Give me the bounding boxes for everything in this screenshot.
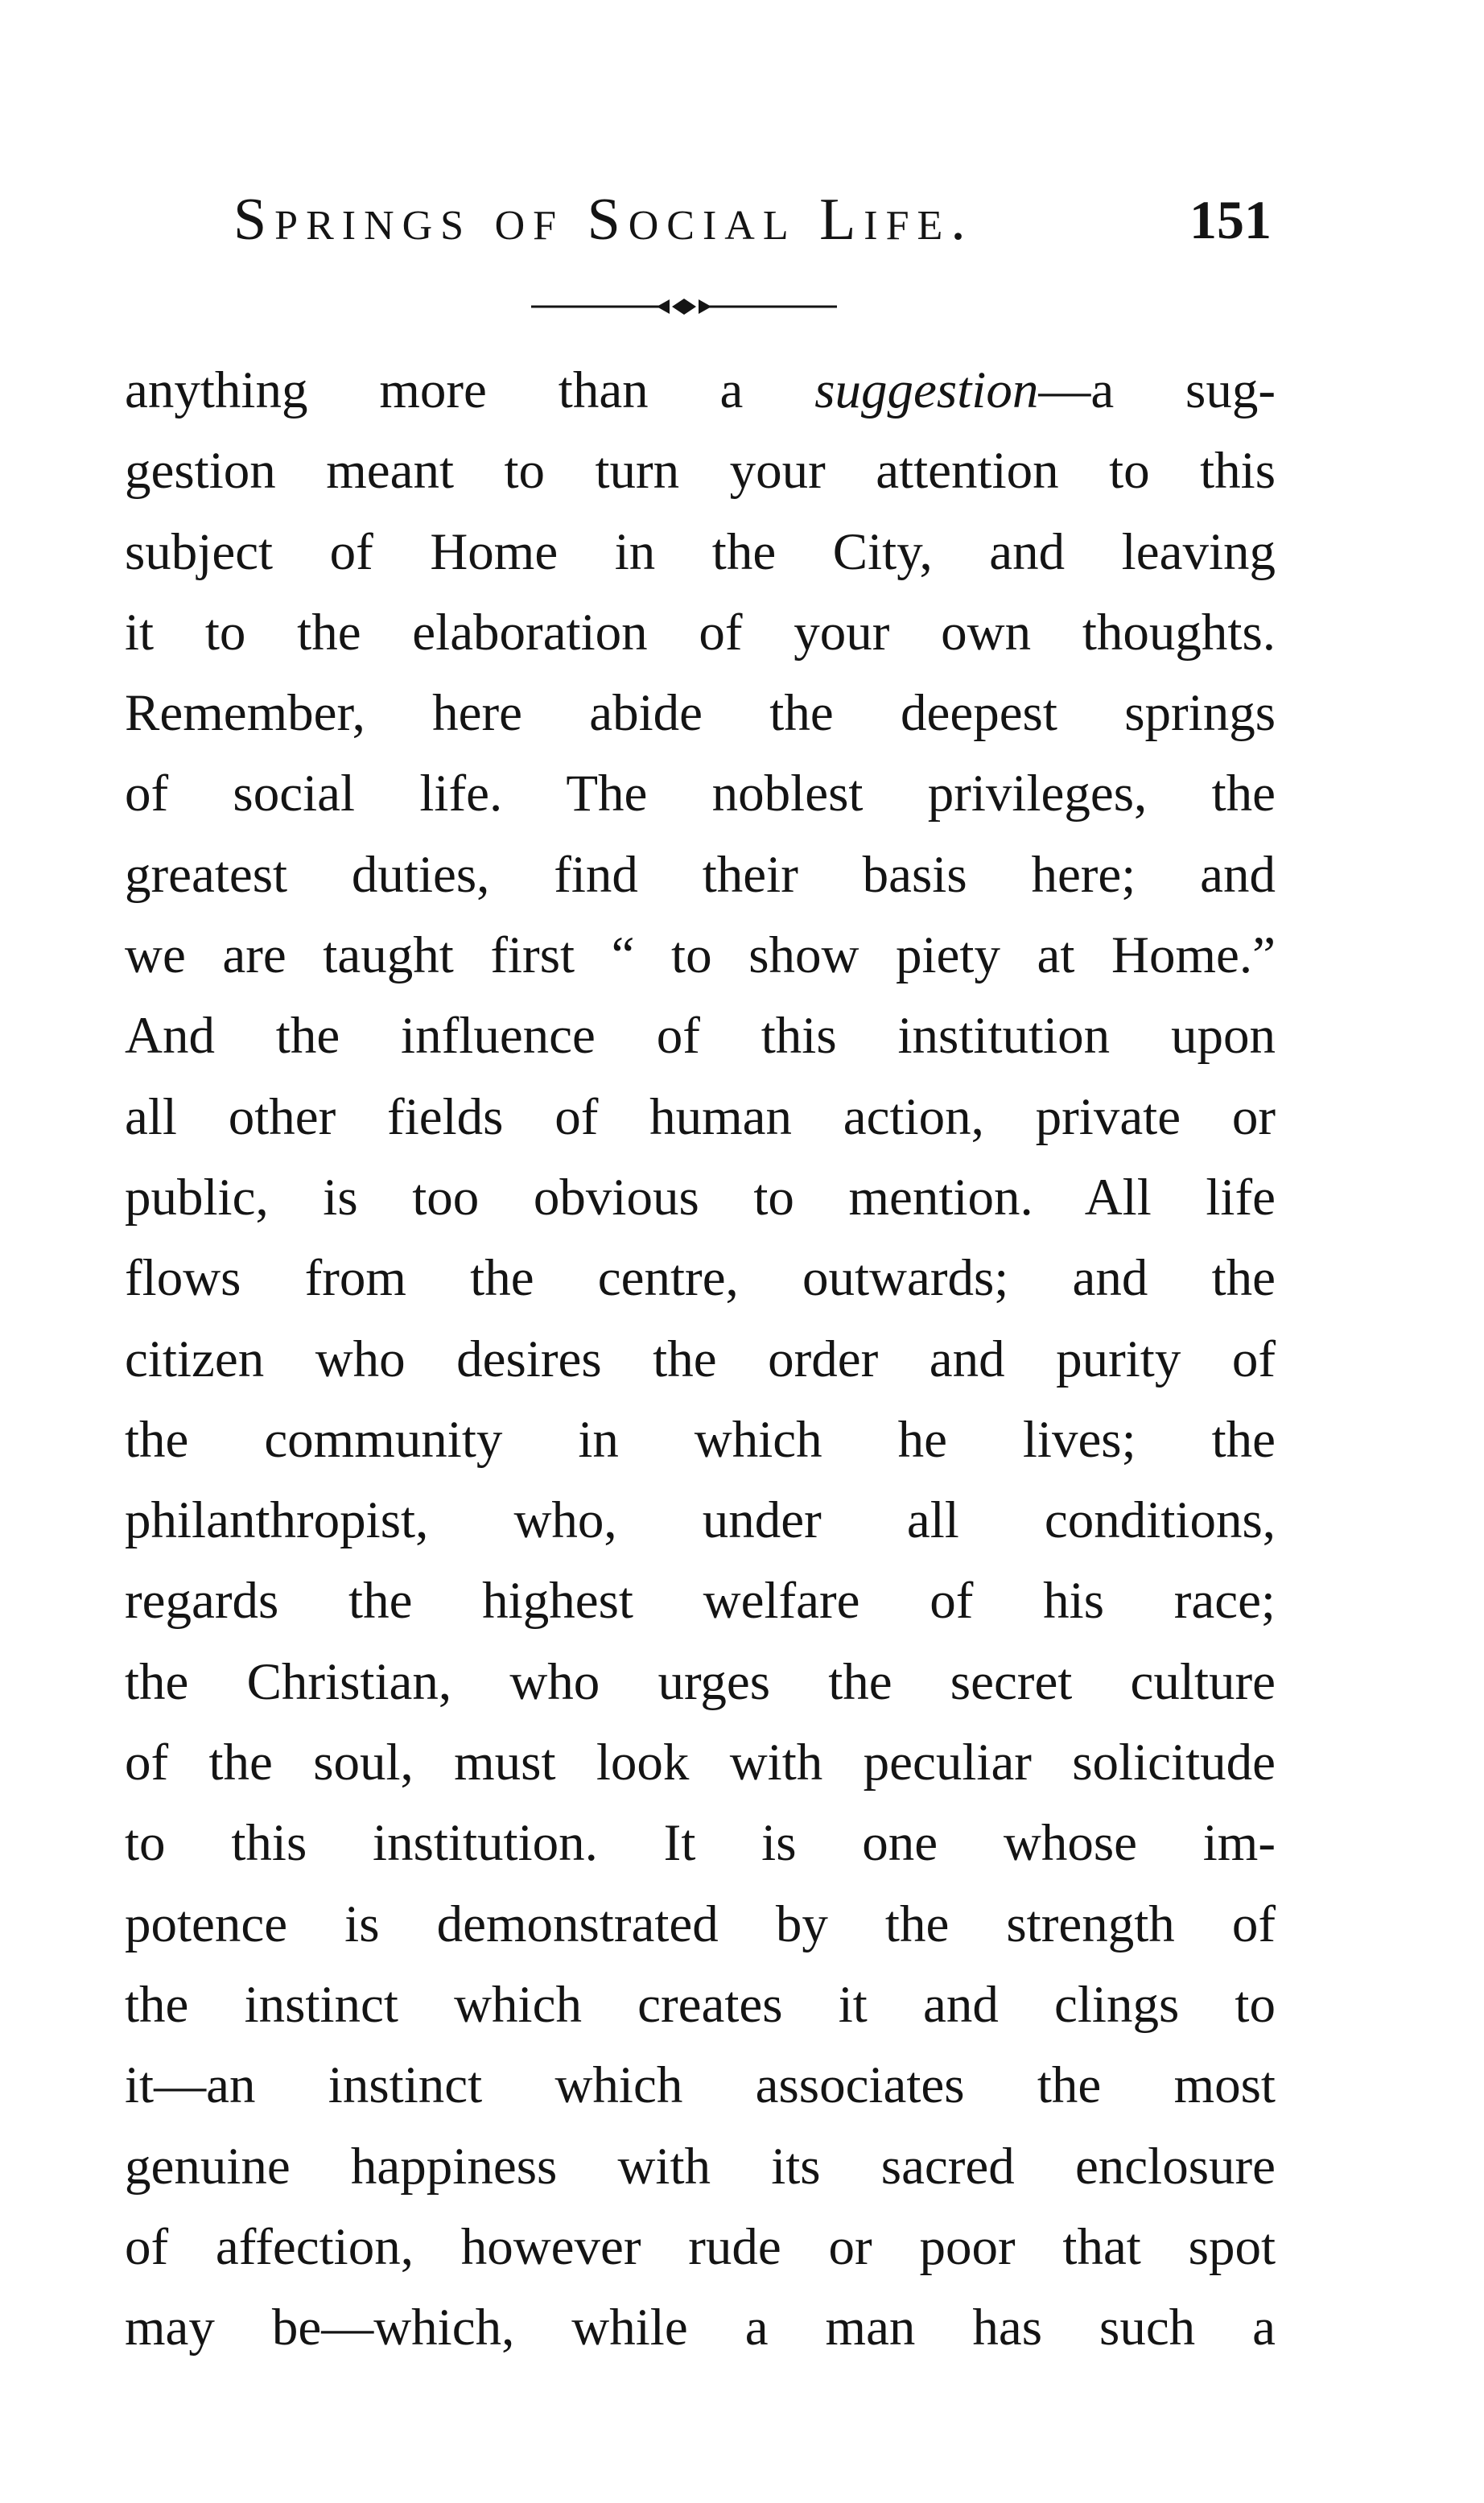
ornament-rule-icon xyxy=(531,295,837,319)
text-line: greatest duties, find their basis here; and xyxy=(125,845,1276,904)
text-line: citizen who desires the order and purity of xyxy=(125,1330,1276,1388)
running-head xyxy=(233,175,1272,264)
body-text xyxy=(125,350,1276,2368)
text-line: to this institution. It is one whose im- xyxy=(125,1814,1276,1873)
text-line: potence is demonstrated by the strength of xyxy=(125,1895,1276,1953)
text-line: regards the highest welfare of his race; xyxy=(125,1572,1276,1631)
text-line: Remember, here abide the deepest springs xyxy=(125,684,1276,743)
text-line: all other fields of human action, private or xyxy=(125,1087,1276,1146)
page-number: 151 xyxy=(1189,189,1272,250)
text-line: it—an instinct which associates the most xyxy=(125,2056,1276,2115)
text-line: gestion meant to turn your attention to this xyxy=(125,442,1276,501)
text-line: the community in which he lives; the xyxy=(125,1410,1276,1469)
text-line: flows from the centre, outwards; and the xyxy=(125,1249,1276,1308)
text-line: anything more than a suggestion—a sug- xyxy=(125,361,1276,419)
running-title: Springs of Social Life. xyxy=(233,187,974,253)
text-line: philanthropist, who, under all conditions, xyxy=(125,1491,1276,1550)
text-line: genuine happiness with its sacred enclosure xyxy=(125,2137,1276,2196)
text-line: the instinct which creates it and clings to xyxy=(125,1975,1276,2034)
text-line: of the soul, must look with peculiar solicitude xyxy=(125,1734,1276,1792)
text-line: public, is too obvious to mention. All life xyxy=(125,1168,1276,1227)
text-line: And the influence of this institution upon xyxy=(125,1007,1276,1066)
text-line: may be—which, while a man has such a xyxy=(125,2299,1276,2357)
text-line: we are taught first “ to show piety at Home.” xyxy=(125,926,1276,985)
text-line: of social life. The noblest privileges, the xyxy=(125,765,1276,823)
text-line: the Christian, who urges the secret culture xyxy=(125,1652,1276,1711)
text-line: it to the elaboration of your own thoughts. xyxy=(125,603,1276,662)
text-line: subject of Home in the City, and leaving xyxy=(125,522,1276,581)
text-line: of affection, however rude or poor that spot xyxy=(125,2217,1276,2276)
